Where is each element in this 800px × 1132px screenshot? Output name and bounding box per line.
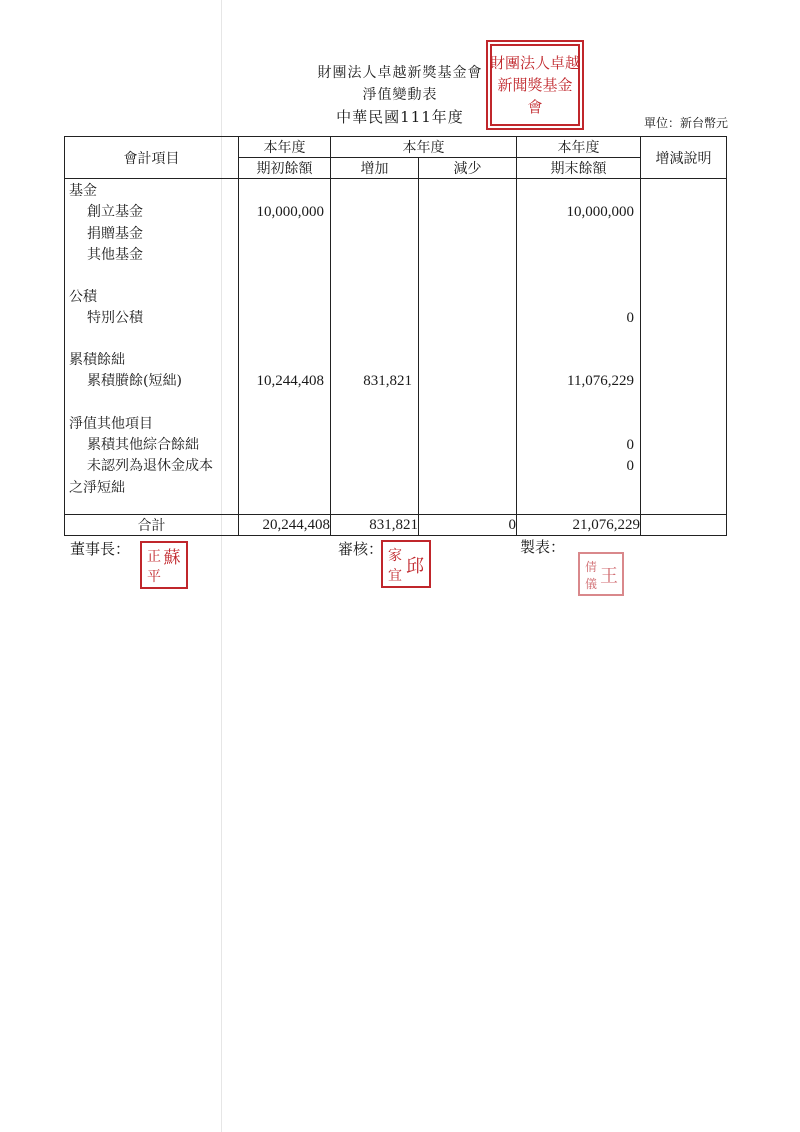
total-decrease: 0: [419, 515, 517, 536]
row-label: 創立基金: [87, 204, 143, 220]
row-label: 捐贈基金: [87, 226, 143, 242]
row-label: 特別公積: [87, 310, 143, 326]
row-label: 之淨短絀: [69, 480, 125, 496]
row-end-value: 11,076,229: [567, 373, 634, 389]
begin-balance-column: [239, 179, 330, 514]
reviewer-seal: [381, 540, 431, 588]
row-label: 淨值其他項目: [69, 416, 153, 432]
total-begin: 20,244,408: [239, 515, 331, 536]
row-end-value: 0: [626, 458, 634, 474]
col-begin-header-top: 本年度: [239, 137, 331, 158]
svg-text:會: 會: [527, 98, 543, 116]
currency-unit: 單位：新台幣元: [643, 116, 728, 130]
svg-text:倩: 倩: [584, 560, 598, 574]
row-end-value: 0: [626, 310, 634, 326]
decrease-column: [419, 179, 516, 514]
svg-text:新聞獎基金: 新聞獎基金: [497, 76, 573, 94]
total-increase: 831,821: [331, 515, 419, 536]
row-label: 基金: [69, 183, 97, 199]
total-label: 合計: [65, 515, 239, 536]
row-begin-value: 10,244,408: [256, 373, 324, 389]
note-column: [641, 179, 726, 514]
end-balance-column: [517, 179, 640, 514]
row-label: 累積餘絀: [69, 352, 125, 368]
preparer-label: 製表：: [520, 538, 566, 556]
row-end-value: 0: [626, 437, 634, 453]
row-label: 公積: [69, 289, 97, 305]
chairman-seal: [140, 541, 188, 589]
row-label: 其他基金: [87, 247, 143, 263]
report-title: 淨值變動表: [362, 87, 438, 103]
svg-text:蘇: 蘇: [163, 548, 181, 568]
total-end: 21,076,229: [517, 515, 641, 536]
row-increase-value: 831,821: [363, 373, 412, 389]
total-note: [641, 515, 727, 536]
row-begin-value: 10,000,000: [256, 204, 324, 220]
col-begin-header-bottom: 期初餘額: [239, 158, 331, 179]
svg-text:財團法人卓越: 財團法人卓越: [489, 54, 581, 72]
col-increase-header: 增加: [331, 158, 419, 179]
svg-text:邱: 邱: [406, 556, 424, 577]
svg-text:平: 平: [147, 569, 161, 585]
row-end-value: 10,000,000: [566, 204, 634, 220]
org-name: 財團法人卓越新獎基金會: [317, 65, 483, 81]
chairman-label: 董事長：: [70, 540, 131, 558]
col-change-header-top: 本年度: [331, 137, 517, 158]
increase-column: [331, 179, 418, 514]
row-label: 累積賸餘(短絀): [87, 373, 182, 389]
col-end-header-bottom: 期末餘額: [517, 158, 641, 179]
col-end-header-top: 本年度: [517, 137, 641, 158]
svg-text:儀: 儀: [584, 577, 598, 591]
col-note-header: 增減說明: [641, 137, 727, 179]
preparer-seal: [578, 552, 624, 596]
col-decrease-header: 減少: [419, 158, 517, 179]
col-item-header: 會計項目: [65, 137, 239, 179]
row-label: 未認列為退休金成本: [87, 458, 213, 474]
row-label: 累積其他綜合餘絀: [87, 437, 199, 453]
total-row: [65, 515, 727, 536]
svg-text:家: 家: [388, 548, 402, 564]
svg-text:宜: 宜: [388, 568, 402, 584]
item-column: [65, 179, 238, 514]
organization-seal: [486, 40, 584, 130]
svg-text:王: 王: [600, 566, 618, 587]
net-worth-table: [64, 136, 727, 536]
report-period: 中華民國111年度: [336, 108, 464, 126]
svg-text:正: 正: [147, 549, 161, 565]
reviewer-label: 審核：: [338, 540, 384, 558]
